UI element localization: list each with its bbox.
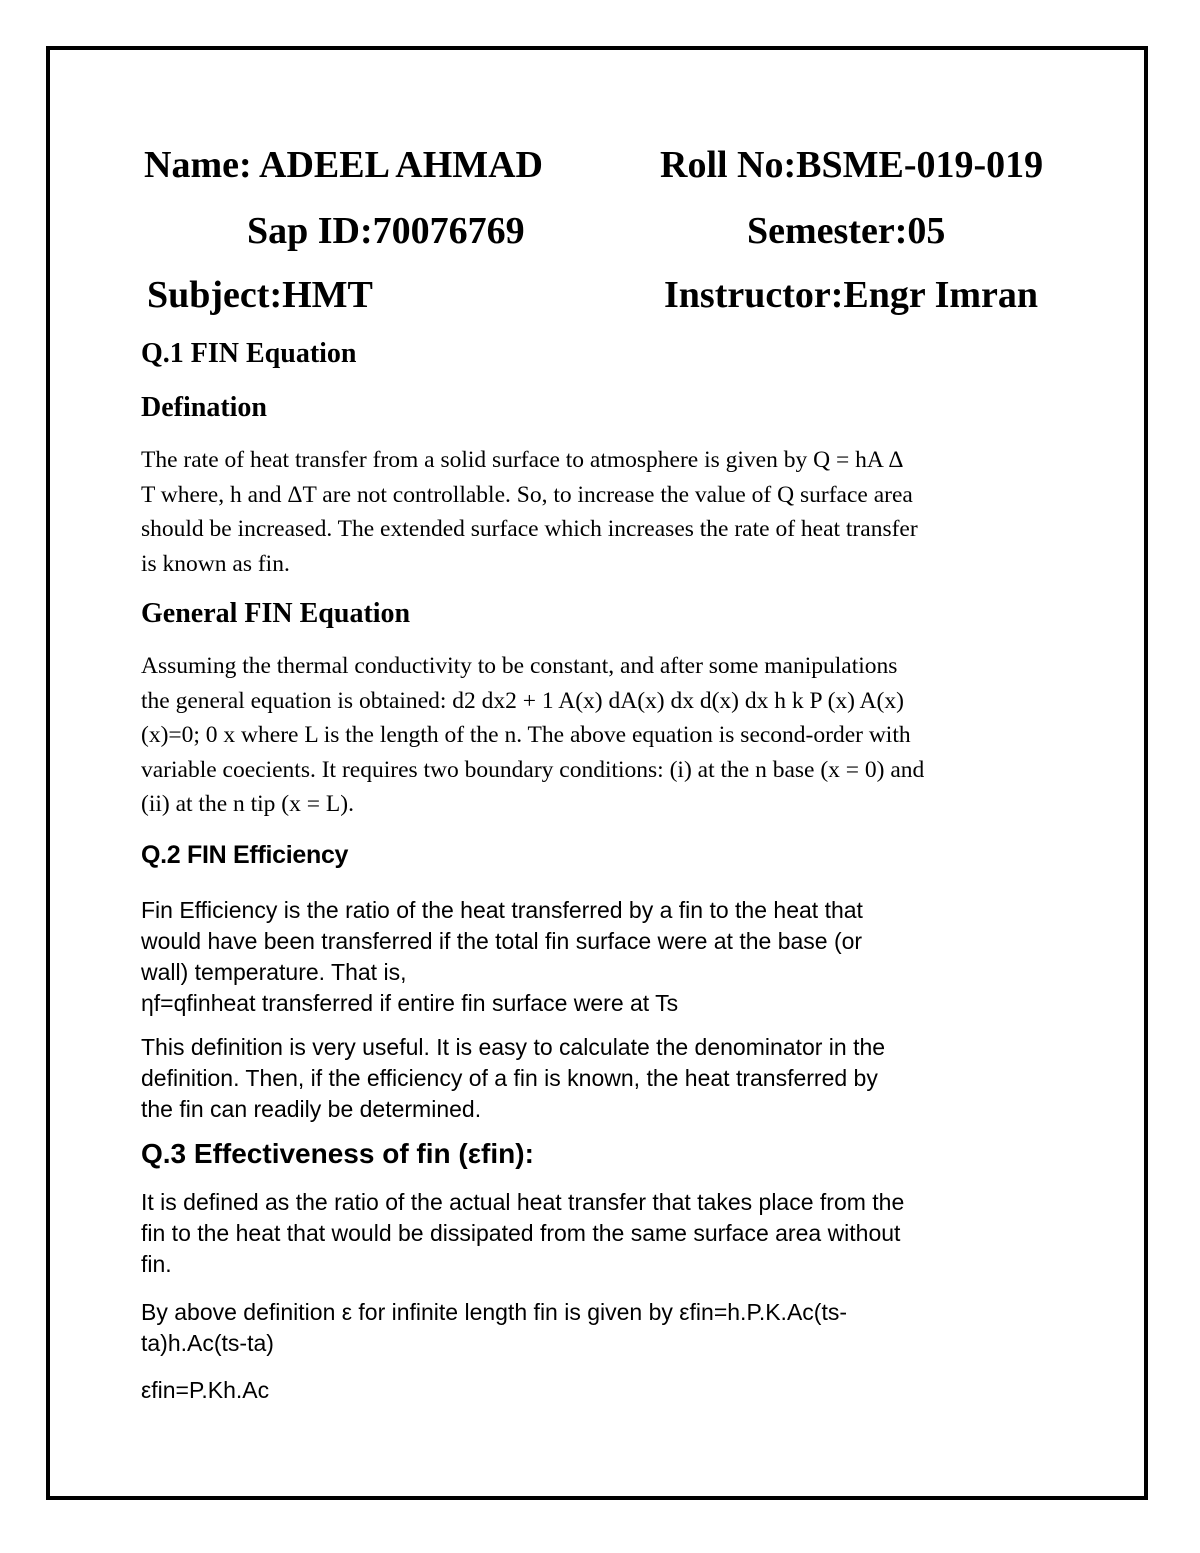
instructor: Instructor:Engr Imran: [664, 274, 1039, 316]
efficiency-formula: ηf=qfinheat transferred if entire fin surface were at Ts: [141, 990, 679, 1016]
sap-id: Sap ID:70076769: [247, 210, 525, 252]
general-line: Assuming the thermal conductivity to be constant, and after some manipulations: [141, 653, 898, 679]
efficiency-line: wall) temperature. That is,: [141, 959, 407, 985]
definition-line: The rate of heat transfer from a solid surface to atmosphere is given by Q = hA Δ: [141, 447, 904, 473]
definition-heading: Defination: [141, 392, 267, 423]
general-equation-heading: General FIN Equation: [141, 598, 411, 629]
effectiveness-line: It is defined as the ratio of the actual heat transfer that takes place from the: [141, 1189, 905, 1215]
subject: Subject:HMT: [147, 274, 373, 316]
definition-paragraph: [141, 443, 1061, 581]
general-line: (ii) at the n tip (x = L).: [141, 791, 354, 817]
infinite-fin-line: By above definition ε for infinite length fin is given by εfin=h.P.K.Ac(ts-: [141, 1299, 847, 1325]
usefulness-line: the fin can readily be determined.: [141, 1096, 482, 1122]
student-name: Name: ADEEL AHMAD: [144, 144, 543, 186]
general-line: variable coecients. It requires two boundary conditions: (i) at the n base (x = 0) and: [141, 756, 925, 783]
semester: Semester:05: [747, 210, 946, 252]
efficiency-line: would have been transferred if the total fin surface were at the base (or: [141, 928, 863, 954]
efficiency-usefulness-paragraph: [141, 1032, 1061, 1125]
efficiency-line: Fin Efficiency is the ratio of the heat transferred by a fin to the heat that: [141, 897, 863, 923]
effectiveness-paragraph: [141, 1187, 1061, 1280]
definition-line: T where, h and ΔT are not controllable. So, to increase the value of Q surface area: [141, 481, 913, 508]
infinite-fin-line: ta)h.Ac(ts-ta): [141, 1330, 274, 1356]
effectiveness-line: fin.: [141, 1251, 172, 1277]
general-line: (x)=0; 0 x where L is the length of the n. The above equation is second-order with: [141, 722, 911, 748]
effectiveness-line: fin to the heat that would be dissipated from the same surface area without: [141, 1220, 901, 1246]
usefulness-line: definition. Then, if the efficiency of a fin is known, the heat transferred by: [141, 1065, 878, 1091]
roll-number: Roll No:BSME-019-019: [660, 144, 1044, 186]
general-line: the general equation is obtained: d2 dx2 + 1 A(x) dA(x) dx d(x) dx h k P (x) A(x): [141, 687, 904, 714]
q2-title: Q.2 FIN Efficiency: [141, 841, 349, 869]
definition-line: is known as fin.: [141, 550, 290, 577]
efficiency-paragraph: [141, 895, 1061, 1019]
q1-title: Q.1 FIN Equation: [141, 338, 357, 369]
q3-title: Q.3 Effectiveness of fin (εfin):: [141, 1138, 534, 1169]
general-equation-paragraph: [141, 649, 1061, 822]
definition-line: should be increased. The extended surface which increases the rate of heat transfer: [141, 516, 918, 542]
usefulness-line: This definition is very useful. It is easy to calculate the denominator in the: [141, 1034, 886, 1060]
effectiveness-formula: εfin=P.Kh.Ac: [141, 1377, 270, 1403]
infinite-fin-paragraph: [141, 1297, 1061, 1359]
